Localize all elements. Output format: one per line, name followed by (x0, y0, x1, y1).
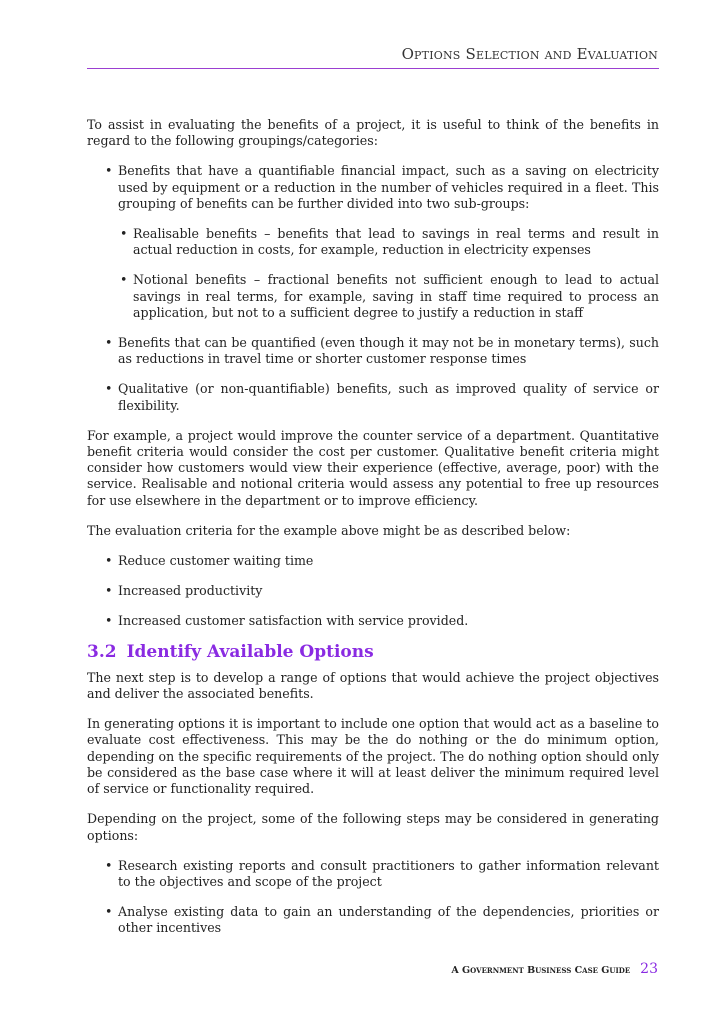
page-footer (451, 961, 658, 977)
intro-paragraph: To assist in evaluating the benefits of a project, it is useful to think of the benefits in regard to the following groupings/categories: (87, 117, 659, 149)
list-item-text: Benefits that have a quantifiable financial impact, such as a saving on electricity used by equipment or a reduction in the number of vehicles required in a fleet. This grouping of benefits can be further divided into two sub-groups: (118, 163, 659, 211)
page-content (87, 117, 659, 951)
list-item (87, 163, 659, 321)
section-title: Identify Available Options (126, 641, 374, 662)
list-item: • Research existing reports and consult practitioners to gather information relevant to the objectives and scope of the project (87, 858, 659, 890)
benefit-groups-list (87, 163, 659, 413)
list-item: • Analyse existing data to gain an understanding of the dependencies, priorities or other incentives (87, 904, 659, 936)
list-item: • Notional benefits – fractional benefits not sufficient enough to lead to actual savings in real terms, for example, saving in staff time required to process an application, but not to a sufficient degree to justify a reduction in staff (118, 272, 659, 321)
criteria-intro: The evaluation criteria for the example above might be as described below: (87, 522, 571, 538)
page-number: 23 (640, 961, 658, 977)
options-paragraph: In generating options it is important to include one option that would act as a baseline to evaluate cost effectiveness. This may be the do nothing or the do minimum option, depending on the specific requirements of the project. The do nothing option should only be considered as the base case where it will at least deliver the minimum required level of service or functionality required. (87, 716, 659, 797)
footer-title: A Government Business Case Guide (451, 965, 631, 976)
example-paragraph: For example, a project would improve the counter service of a department. Quantitative benefit criteria would consider the cost per customer. Qualitative benefit criteria might consider how customers would view their experience (effective, average, poor) with the service. Realisable and notional criteria would assess any potential to free up resources for use elsewhere in the department or to improve efficiency. (87, 427, 659, 508)
sub-groups-list (118, 226, 659, 321)
section-heading (87, 641, 659, 662)
steps-list (87, 858, 659, 937)
list-item: • Benefits that can be quantified (even though it may not be in monetary terms), such as reductions in travel time or shorter customer response times (87, 335, 659, 367)
list-item: • Realisable benefits – benefits that lead to savings in real terms and result in actual reduction in costs, for example, reduction in electricity expenses (118, 226, 659, 258)
options-paragraph: The next step is to develop a range of options that would achieve the project objectives and deliver the associated benefits. (87, 669, 659, 702)
criteria-list (87, 553, 659, 630)
section-number: 3.2 (87, 641, 117, 662)
list-item: • Qualitative (or non-quantifiable) benefits, such as improved quality of service or flexibility. (87, 381, 659, 413)
list-item: • Increased customer satisfaction with service provided. (87, 613, 659, 629)
list-item: • Reduce customer waiting time (87, 553, 659, 569)
running-header: Options Selection and Evaluation (401, 45, 658, 63)
header-rule (87, 68, 659, 69)
list-item: • Increased productivity (87, 583, 659, 599)
options-paragraph: Depending on the project, some of the following steps may be considered in generating options: (87, 811, 659, 843)
